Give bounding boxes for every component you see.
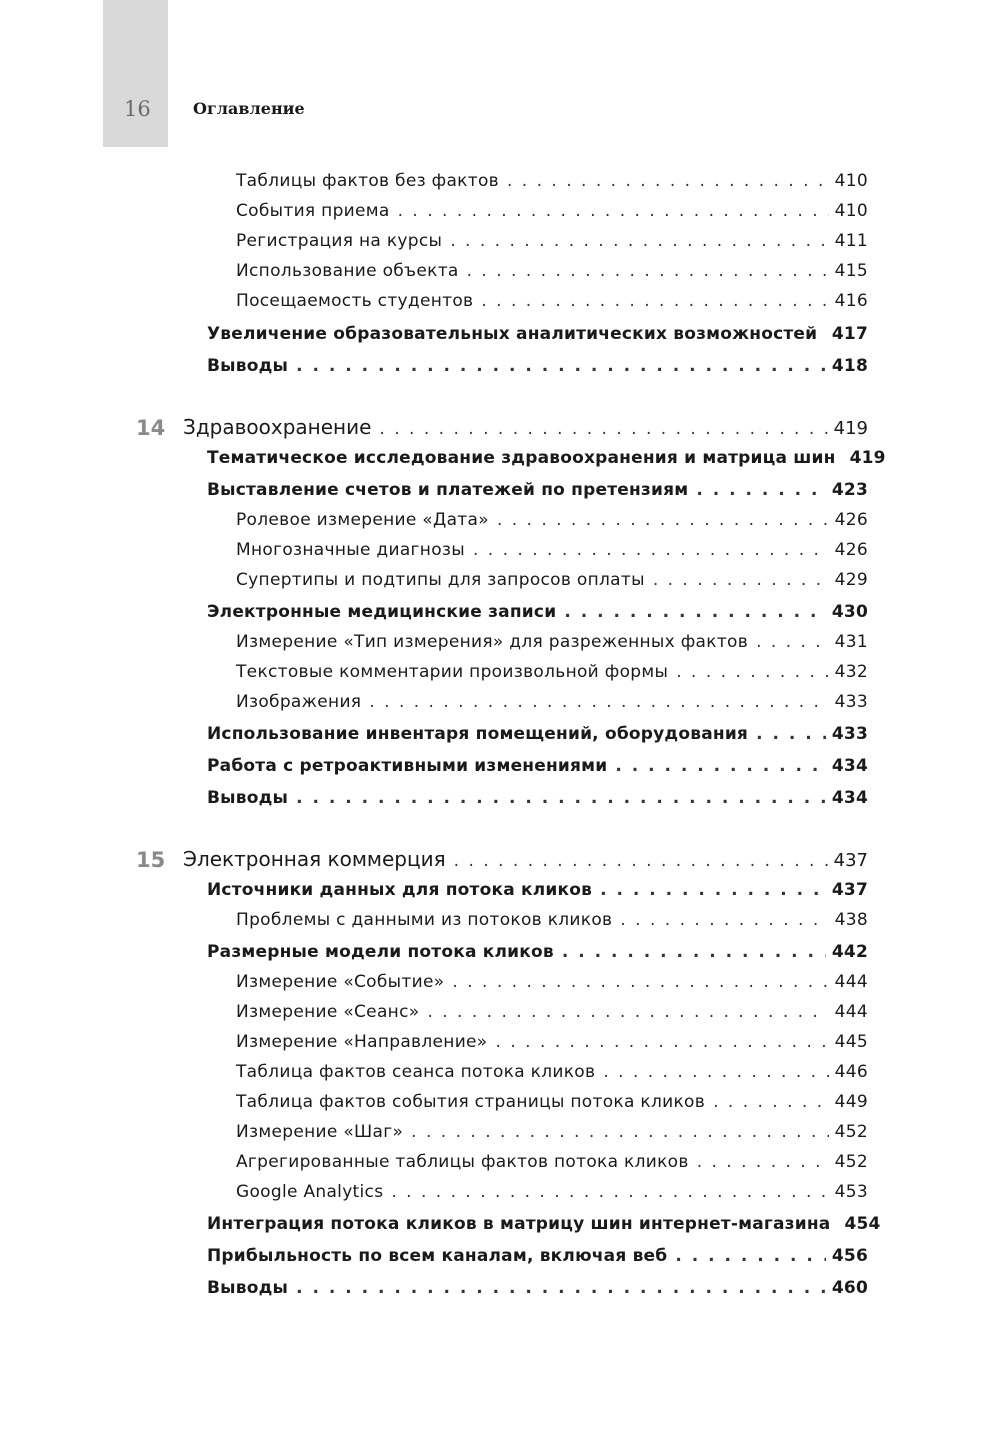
toc-entry-page: 419 bbox=[849, 448, 886, 468]
toc-section-entry[interactable] bbox=[207, 756, 868, 786]
toc-entry-page: 460 bbox=[831, 1278, 868, 1298]
dot-leader bbox=[369, 692, 828, 712]
toc-entry-page: 423 bbox=[831, 480, 868, 500]
toc-subsection-entry[interactable] bbox=[236, 1152, 868, 1182]
toc-subsection-entry[interactable] bbox=[236, 261, 868, 291]
page-number: 16 bbox=[124, 97, 151, 121]
toc-entry-title: Таблица фактов сеанса потока кликов bbox=[236, 1062, 596, 1082]
toc-subsection-entry[interactable] bbox=[236, 540, 868, 570]
toc-subsection-entry[interactable] bbox=[236, 692, 868, 722]
toc-entry-page: 410 bbox=[834, 171, 868, 191]
toc-entry-page: 431 bbox=[834, 632, 868, 652]
chapter-number: 15 bbox=[136, 848, 166, 872]
dot-leader bbox=[603, 1062, 828, 1082]
toc-chapter-entry[interactable] bbox=[183, 415, 868, 445]
toc-entry-title: Измерение «Шаг» bbox=[236, 1122, 404, 1142]
toc-subsection-entry[interactable] bbox=[236, 291, 868, 321]
toc-chapter-entry[interactable] bbox=[183, 847, 868, 877]
toc-entry-page: 438 bbox=[834, 910, 868, 930]
toc-entry-page: 432 bbox=[834, 662, 868, 682]
dot-leader bbox=[391, 1182, 828, 1202]
toc-entry-page: 444 bbox=[834, 1002, 868, 1022]
dot-leader bbox=[379, 419, 827, 439]
toc-entry-page: 433 bbox=[834, 692, 868, 712]
toc-entry-page: 446 bbox=[834, 1062, 868, 1082]
toc-subsection-entry[interactable] bbox=[236, 972, 868, 1002]
toc-entry-title: Выводы bbox=[207, 788, 289, 808]
toc-entry-page: 444 bbox=[834, 972, 868, 992]
dot-leader bbox=[600, 880, 826, 900]
toc-section-entry[interactable] bbox=[207, 788, 868, 818]
toc-entry-page: 434 bbox=[831, 788, 868, 808]
toc-entry-title: Агрегированные таблицы фактов потока кликов bbox=[236, 1152, 689, 1172]
toc-entry-page: 433 bbox=[831, 724, 868, 744]
dot-leader bbox=[675, 1246, 826, 1266]
chapter-page: 419 bbox=[833, 418, 868, 439]
dot-leader bbox=[653, 570, 829, 590]
toc-subsection-entry[interactable] bbox=[236, 1182, 868, 1212]
toc-subsection-entry[interactable] bbox=[236, 1002, 868, 1032]
toc-entry-title: Проблемы с данными из потоков кликов bbox=[236, 910, 613, 930]
toc-subsection-entry[interactable] bbox=[236, 1062, 868, 1092]
toc-entry-title: Использование инвентаря помещений, оборудования bbox=[207, 724, 749, 744]
chapter-title: Здравоохранение bbox=[183, 415, 372, 439]
dot-leader bbox=[398, 201, 829, 221]
toc-entry-title: Измерение «Направление» bbox=[236, 1032, 488, 1052]
dot-leader bbox=[481, 291, 828, 311]
toc-entry-title: Использование объекта bbox=[236, 261, 459, 281]
toc-entry-title: Прибыльность по всем каналам, включая веб bbox=[207, 1246, 668, 1266]
toc-entry-title: Выводы bbox=[207, 1278, 289, 1298]
toc-entry-page: 415 bbox=[834, 261, 868, 281]
toc-entry-title: Выставление счетов и платежей по претензиям bbox=[207, 480, 689, 500]
toc-subsection-entry[interactable] bbox=[236, 1092, 868, 1122]
dot-leader bbox=[296, 1278, 826, 1298]
toc-entry-title: Тематическое исследование здравоохранения и матрица шин bbox=[207, 448, 836, 468]
toc-entry-page: 452 bbox=[834, 1152, 868, 1172]
toc-subsection-entry[interactable] bbox=[236, 510, 868, 540]
dot-leader bbox=[713, 1092, 829, 1112]
toc-subsection-entry[interactable] bbox=[236, 1032, 868, 1062]
toc-entry-title: События приема bbox=[236, 201, 390, 221]
toc-entry-page: 452 bbox=[834, 1122, 868, 1142]
dot-leader bbox=[296, 788, 826, 808]
toc-entry-title: Интеграция потока кликов в матрицу шин интернет-магазина bbox=[207, 1214, 831, 1234]
toc-subsection-entry[interactable] bbox=[236, 201, 868, 231]
toc-entry-title: Изображения bbox=[236, 692, 362, 712]
dot-leader bbox=[497, 510, 829, 530]
toc-section-entry[interactable] bbox=[207, 1246, 868, 1276]
running-title: Оглавление bbox=[193, 99, 305, 118]
toc-entry-page: 426 bbox=[834, 540, 868, 560]
toc-entry-page: 411 bbox=[834, 231, 868, 251]
toc-entry-page: 449 bbox=[834, 1092, 868, 1112]
toc-subsection-entry[interactable] bbox=[236, 632, 868, 662]
toc-entry-title: Измерение «Событие» bbox=[236, 972, 445, 992]
dot-leader bbox=[696, 480, 826, 500]
toc-entry-page: 453 bbox=[834, 1182, 868, 1202]
dot-leader bbox=[296, 356, 826, 376]
dot-leader bbox=[467, 261, 829, 281]
dot-leader bbox=[562, 942, 826, 962]
toc-section-entry[interactable] bbox=[207, 448, 886, 478]
toc-entry-page: 429 bbox=[834, 570, 868, 590]
dot-leader bbox=[756, 724, 826, 744]
toc-entry-page: 410 bbox=[834, 201, 868, 221]
chapter-number: 14 bbox=[136, 416, 166, 440]
toc-entry-page: 454 bbox=[844, 1214, 881, 1234]
toc-entry-title: Увеличение образовательных аналитических возможностей bbox=[207, 324, 818, 344]
toc-section-entry[interactable] bbox=[207, 356, 868, 386]
toc-entry-page: 430 bbox=[831, 602, 868, 622]
toc-subsection-entry[interactable] bbox=[236, 662, 868, 692]
toc-entry-page: 442 bbox=[831, 942, 868, 962]
toc-entry-title: Источники данных для потока кликов bbox=[207, 880, 593, 900]
toc-entry-title: Google Analytics bbox=[236, 1182, 384, 1202]
chapter-title: Электронная коммерция bbox=[183, 847, 446, 871]
dot-leader bbox=[454, 851, 828, 871]
chapter-page: 437 bbox=[833, 850, 868, 871]
toc-entry-title: Измерение «Тип измерения» для разреженных фактов bbox=[236, 632, 749, 652]
toc-entry-title: Таблица фактов события страницы потока кликов bbox=[236, 1092, 706, 1112]
toc-entry-page: 434 bbox=[831, 756, 868, 776]
dot-leader bbox=[473, 540, 829, 560]
toc-entry-page: 418 bbox=[831, 356, 868, 376]
toc-section-entry[interactable] bbox=[207, 480, 868, 510]
toc-entry-title: Работа с ретроактивными изменениями bbox=[207, 756, 608, 776]
toc-entry-title: Посещаемость студентов bbox=[236, 291, 474, 311]
toc-section-entry[interactable] bbox=[207, 880, 868, 910]
toc-entry-page: 417 bbox=[831, 324, 868, 344]
dot-leader bbox=[756, 632, 829, 652]
toc-section-entry[interactable] bbox=[207, 1278, 868, 1308]
dot-leader bbox=[452, 972, 828, 992]
toc-entry-page: 445 bbox=[834, 1032, 868, 1052]
toc-entry-title: Супертипы и подтипы для запросов оплаты bbox=[236, 570, 645, 590]
toc-subsection-entry[interactable] bbox=[236, 171, 868, 201]
dot-leader bbox=[427, 1002, 828, 1022]
toc-section-entry[interactable] bbox=[207, 942, 868, 972]
toc-entry-page: 437 bbox=[831, 880, 868, 900]
toc-entry-title: Ролевое измерение «Дата» bbox=[236, 510, 489, 530]
dot-leader bbox=[676, 662, 828, 682]
toc-section-entry[interactable] bbox=[207, 602, 868, 632]
toc-entry-title: Регистрация на курсы bbox=[236, 231, 443, 251]
dot-leader bbox=[615, 756, 826, 776]
toc-section-entry[interactable] bbox=[207, 324, 868, 354]
dot-leader bbox=[697, 1152, 829, 1172]
toc-entry-page: 416 bbox=[834, 291, 868, 311]
dot-leader bbox=[450, 231, 828, 251]
toc-entry-title: Измерение «Сеанс» bbox=[236, 1002, 420, 1022]
toc-entry-page: 456 bbox=[831, 1246, 868, 1266]
toc-entry-title: Выводы bbox=[207, 356, 289, 376]
dot-leader bbox=[411, 1122, 828, 1142]
toc-section-entry[interactable] bbox=[207, 724, 868, 754]
toc-subsection-entry[interactable] bbox=[236, 231, 868, 261]
toc-entry-title: Электронные медицинские записи bbox=[207, 602, 557, 622]
toc-entry-title: Многозначные диагнозы bbox=[236, 540, 465, 560]
toc-section-entry[interactable] bbox=[207, 1214, 881, 1244]
dot-leader bbox=[496, 1032, 829, 1052]
toc-entry-title: Таблицы фактов без фактов bbox=[236, 171, 499, 191]
toc-entry-page: 426 bbox=[834, 510, 868, 530]
dot-leader bbox=[620, 910, 828, 930]
toc-entry-title: Текстовые комментарии произвольной формы bbox=[236, 662, 669, 682]
toc-subsection-entry[interactable] bbox=[236, 1122, 868, 1152]
toc-subsection-entry[interactable] bbox=[236, 570, 868, 600]
dot-leader bbox=[507, 171, 829, 191]
toc-entry-title: Размерные модели потока кликов bbox=[207, 942, 554, 962]
dot-leader bbox=[564, 602, 826, 622]
toc-subsection-entry[interactable] bbox=[236, 910, 868, 940]
